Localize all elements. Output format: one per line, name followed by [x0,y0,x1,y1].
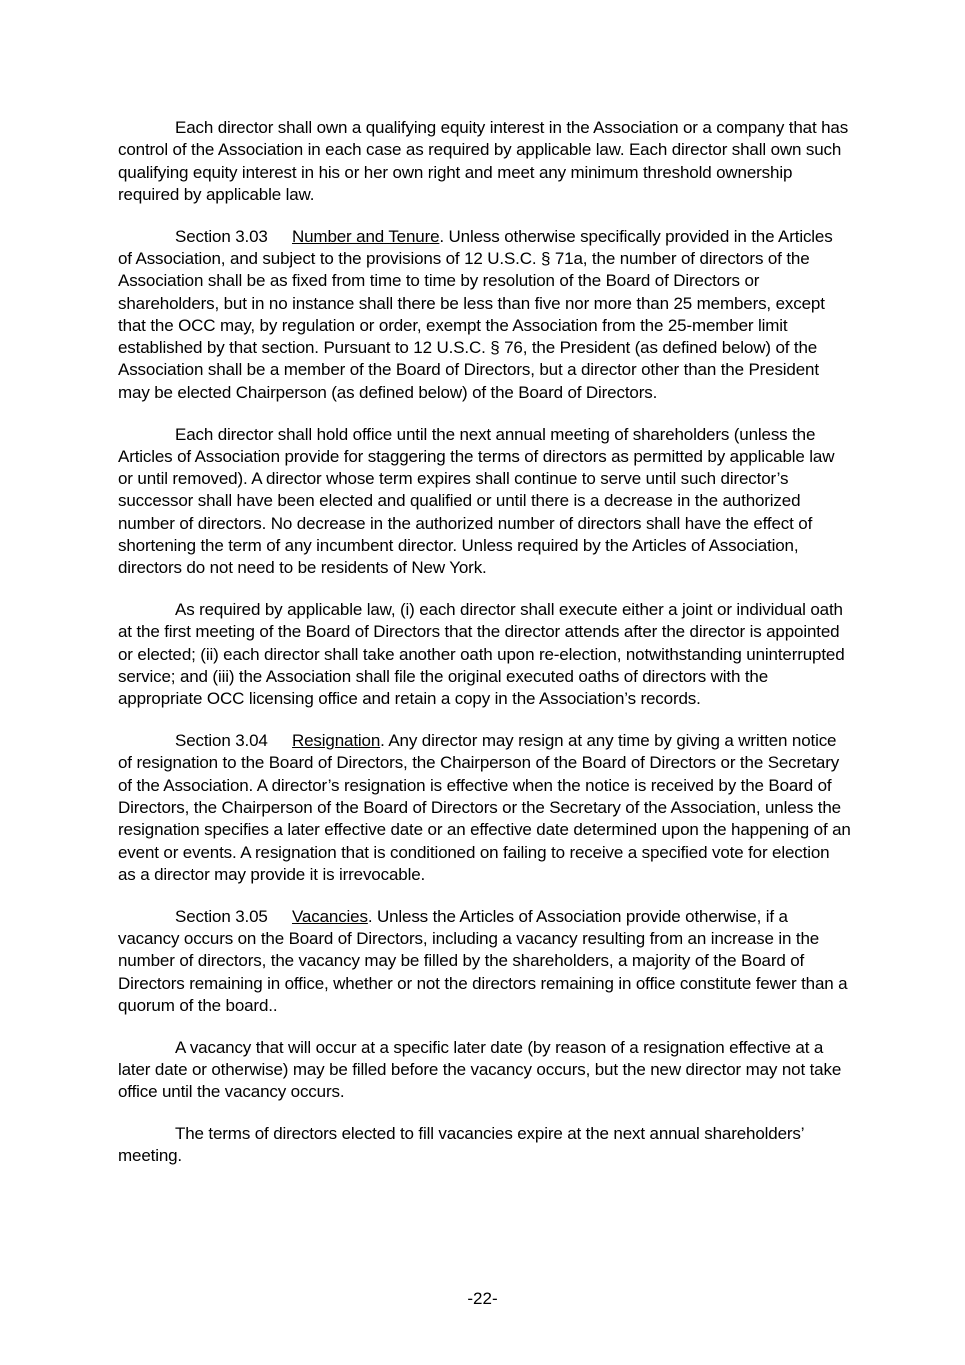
paragraph-section-3-04 [118,730,851,886]
paragraph-text: The terms of directors elected to fill vacancies expire at the next annual shareholders’ meeting. [118,1124,804,1166]
body-text [118,117,851,1187]
paragraph-text: Each director shall own a qualifying equity interest in the Association or a company that has control of the Association in each case as required by applicable law. Each director shall own such qualifying equity interest in his or her own right and meet any minimum threshold ownership required by applicable law. [118,118,849,204]
paragraph-text: . Any director may resign at any time by giving a written notice of resignation to the Board of Directors, the Chairperson of the Board of Directors or the Secretary of the Association. A director’s resignation is effective when the notice is received by the Board of Directors, the Chairperson of the Board of Directors or the Secretary of the Association, unless the resignation specifies a later effective date or an effective date determined upon the happening of an event or events. A resignation that is conditioned on failing to receive a specified vote for election as a director may provide it is irrevocable. [118,731,851,884]
paragraph-vacancy-terms [118,1123,851,1168]
paragraph-section-3-03 [118,226,851,404]
paragraph-future-vacancy [118,1037,851,1104]
paragraph-director-oath [118,599,851,710]
section-title: Number and Tenure [292,226,440,246]
paragraph-text: . Unless otherwise specifically provided in the Articles of Association, and subject to the provisions of 12 U.S.C. § 71a, the number of directors of the Association shall be as fixed from time to time by resolution of the Board of Directors or shareholders, but in no instance shall there be less than five nor more than 25 members, except that the OCC may, by regulation or order, exempt the Association from the 25-member limit established by that section. Pursuant to 12 U.S.C. § 76, the President (as defined below) of the Association shall be a member of the Board of Directors, but a director other than the President may be elected Chairperson (as defined below) of the Board of Directors. [118,226,833,402]
paragraph-text: A vacancy that will occur at a specific later date (by reason of a resignation effective at a later date or otherwise) may be filled before the vacancy occurs, but the new director may not take office until the vacancy occurs. [118,1037,842,1102]
section-number: Section 3.04 [175,731,268,751]
page-number: -22- [467,1289,498,1308]
section-title: Resignation [292,731,381,751]
section-number: Section 3.05 [175,906,268,926]
section-title: Vacancies [292,906,368,926]
paragraph-text: As required by applicable law, (i) each director shall execute either a joint or individual oath at the first meeting of the Board of Directors that the director attends after the director is appointed or elected; (ii) each director shall take another oath upon re-election, notwithstanding uninterrupted service; and (iii) the Association shall file the original executed oaths of directors with the appropriate OCC licensing office and retain a copy in the Association’s records. [118,600,845,709]
paragraph-director-qualification [118,117,851,206]
paragraph-director-term [118,424,851,580]
section-number: Section 3.03 [175,226,268,246]
paragraph-section-3-05 [118,906,851,1017]
paragraph-text: . Unless the Articles of Association provide otherwise, if a vacancy occurs on the Board of Directors, including a vacancy resulting from an increase in the number of directors, the vacancy may be filled by the shareholders, a majority of the Board of Directors remaining in office, whether or not the directors remaining in office constitute fewer than a quorum of the board.. [118,906,848,1015]
paragraph-text: Each director shall hold office until the next annual meeting of shareholders (unless the Articles of Association provide for staggering the terms of directors as permitted by applicable law or until removed). A director whose term expires shall continue to serve until such director’s successor shall have been elected and qualified or until there is a decrease in the authorized number of directors. No decrease in the authorized number of directors shall have the effect of shortening the term of any incumbent director. Unless required by the Articles of Association, directors do not need to be residents of New York. [118,424,835,578]
